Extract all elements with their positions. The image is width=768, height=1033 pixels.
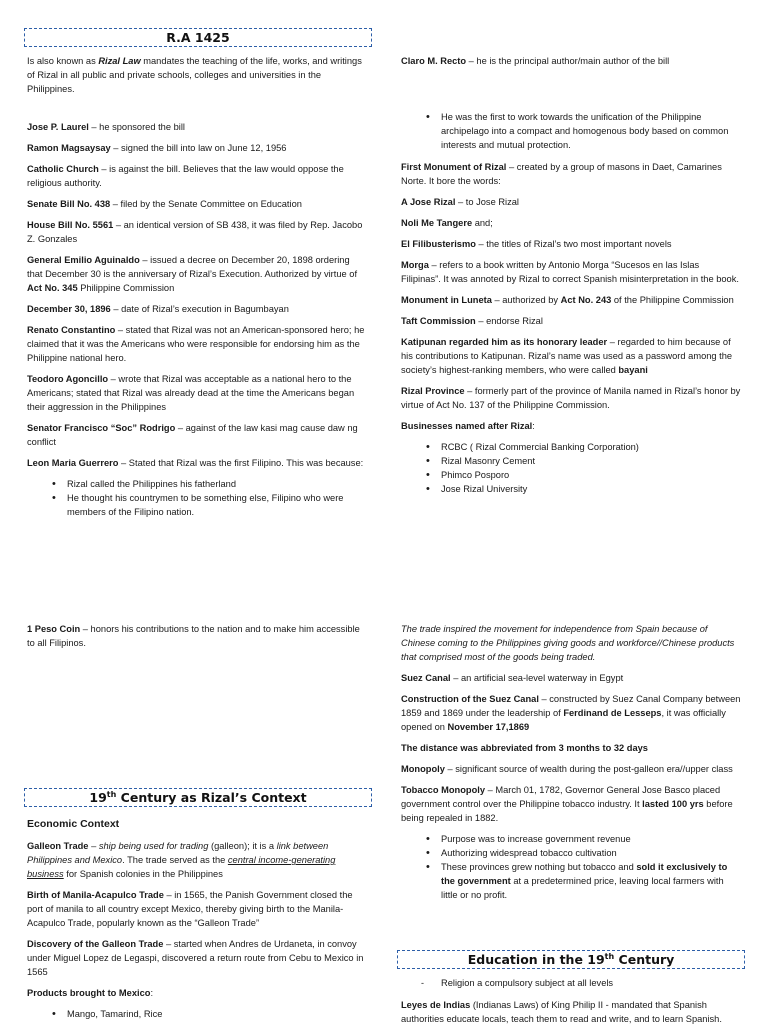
right-column-trade [401,622,741,908]
entry-galleon-trade: Galleon Trade – ship being used for trading (galleon); it is a link between Philippines and Mexico. The trade served as the central income-generating business for Spanish colonies in the Philippines [27,841,336,879]
entry-laurel: Jose P. Laurel – he sponsored the bill [27,122,185,132]
entry-constantino: Renato Constantino – stated that Rizal was not an American-sponsored hero; he claimed that it was the Americans who were responsible for endorsing him as the Philippine national hero. [27,325,365,363]
entry-noli: Noli Me Tangere and; [401,218,493,228]
guerrero-reasons [27,477,367,519]
list-item: • RCBC ( Rizal Commercial Banking Corporation) [441,440,741,454]
entry-leyes-de-indias: Leyes de Indias (Indianas Laws) of King Philip II - mandated that Spanish authorities educate locals, teach them to read and write, and to learn Spanish. [401,1000,722,1024]
entry-katipunan: Katipunan regarded him as its honorary leader – regarded to him because of his contributions to Katipunan. Rizal’s name was used as a password among the society’s highest-ranking members, who were called bayani [401,337,733,375]
list-item: - Religion a compulsory subject at all levels [441,976,741,990]
entry-monopoly: Monopoly – significant source of wealth during the post-galleon era//upper class [401,764,733,774]
entry-recto: Claro M. Recto – he is the principal author/main author of the bill [401,56,670,66]
entry-first-monument: First Monument of Rizal – created by a group of masons in Daet, Camarines Norte. It bore the words: [401,162,722,186]
heading-ra-1425-text: R.A 1425 [166,30,230,45]
entry-products-mexico: Products brought to Mexico: [27,988,154,998]
entry-agoncillo: Teodoro Agoncillo – wrote that Rizal was acceptable as a national hero to the Americans; stated that Rizal was already dead at the time the Americans began their aggression in the Philippines [27,374,355,412]
education-list [401,976,741,990]
ra-intro: Is also known as Rizal Law mandates the teaching of the life, works, and writings of Rizal in all public and private schools, colleges and universities in the Philippines. [27,56,362,94]
entry-a-jose-rizal: A Jose Rizal – to Jose Rizal [401,197,519,207]
left-column-top [27,54,367,525]
businesses-list [401,440,741,496]
list-item: • Phimco Posporo [441,468,741,482]
entry-fili: El Filibusterismo – the titles of Rizal’s two most important novels [401,239,672,249]
entry-house-bill: House Bill No. 5561 – an identical version of SB 438, it was filed by Rep. Jacobo Z. Gonzales [27,220,363,244]
list-item: • Authorizing widespread tobacco cultivation [441,846,741,860]
entry-suez: Suez Canal – an artificial sea-level waterway in Egypt [401,673,624,683]
entry-businesses: Businesses named after Rizal: [401,421,535,431]
entry-distance: The distance was abbreviated from 3 months to 32 days [401,743,648,753]
entry-rodrigo: Senator Francisco “Soc” Rodrigo – against of the law kasi mag cause daw ng conflict [27,423,358,447]
entry-execution-date: December 30, 1896 – date of Rizal’s execution in Bagumbayan [27,304,289,314]
entry-discovery-galleon: Discovery of the Galleon Trade – started when Andres de Urdaneta, in convoy under Miguel Lopez de Legaspi, discovered a return route from Cebu to Mexico in 1565 [27,939,364,977]
entry-magsaysay: Ramon Magsaysay – signed the bill into law on June 12, 1956 [27,143,287,153]
heading-education-19th-century: Education in the 19th Century [397,950,745,969]
entry-luneta: Monument in Luneta – authorized by Act No. 243 of the Philippine Commission [401,295,734,305]
entry-guerrero: Leon Maria Guerrero – Stated that Rizal was the first Filipino. This was because: [27,458,364,468]
trade-independence-note: The trade inspired the movement for independence from Spain because of Chinese coming to the Philippines giving goods and workforce//Chinese products that comprised most of the goods being traded. [401,624,735,662]
list-item: • These provinces grew nothing but tobacco and sold it exclusively to the government at a predetermined price, leaving local farmers with little or no profit. [441,860,741,902]
right-column-education [401,976,741,1033]
heading-ra-1425 [24,28,372,47]
heading-19th-century-context: 19th Century as Rizal’s Context [24,788,372,807]
list-item: • Purpose was to increase government revenue [441,832,741,846]
economic-context-title: Economic Context [27,818,120,830]
entry-aguinaldo: General Emilio Aguinaldo – issued a decree on December 20, 1898 ordering that December 30 is the anniversary of Rizal’s Execution. Authorized by virtue of Act No. 345 Philippine Commission [27,255,358,293]
right-column-top [401,54,741,502]
entry-morga: Morga – refers to a book written by Antonio Morga “Sucesos en las Islas Filipinas”. It was annoted by Rizal to correct Spanish misinterpretation in the book. [401,260,739,284]
list-item: • Rizal Masonry Cement [441,454,741,468]
list-item: • Rizal called the Philippines his fatherland [67,477,367,491]
list-item: • Mango, Tamarind, Rice [67,1007,367,1021]
tobacco-bullets [401,832,741,902]
products-list [27,1007,367,1021]
entry-senate-bill: Senate Bill No. 438 – filed by the Senate Committee on Education [27,199,302,209]
left-column-economic [27,811,367,1027]
entry-rizal-province: Rizal Province – formerly part of the province of Manila named in Rizal’s honor by virtue of Act No. 137 of the Philippine Commission. [401,386,741,410]
entry-birth-manila-acapulco: Birth of Manila-Acapulco Trade – in 1565, the Panish Government closed the port of manila to all country except Mexico, thereby giving birth to the Manila-Acapulco Trade, popularly known as the “Galleon Trade” [27,890,353,928]
left-column-peso [27,622,367,657]
entry-taft: Taft Commission – endorse Rizal [401,316,543,326]
list-item: • He was the first to work towards the unification of the Philippine archipelago into a compact and homogenous body based on common interests and mutual protection. [441,110,741,152]
entry-peso-coin: 1 Peso Coin – honors his contributions to the nation and to make him accessible to all Filipinos. [27,624,360,648]
entry-suez-construction: Construction of the Suez Canal – constructed by Suez Canal Company between 1859 and 1869 under the leadership of Ferdinand de Lesseps, it was officially opened on November 17,1869 [401,694,741,732]
recto-bullets [401,110,741,152]
entry-catholic-church: Catholic Church – is against the bill. Believes that the law would oppose the religious authority. [27,164,344,188]
entry-tobacco-monopoly: Tobacco Monopoly – March 01, 1782, Governor General Jose Basco placed government control over the Philippine tobacco industry. It lasted 100 yrs before being repealed in 1882. [401,785,733,823]
list-item: • He thought his countrymen to be something else, Filipino who were members of the Filipino nation. [67,491,367,519]
list-item: • Jose Rizal University [441,482,741,496]
